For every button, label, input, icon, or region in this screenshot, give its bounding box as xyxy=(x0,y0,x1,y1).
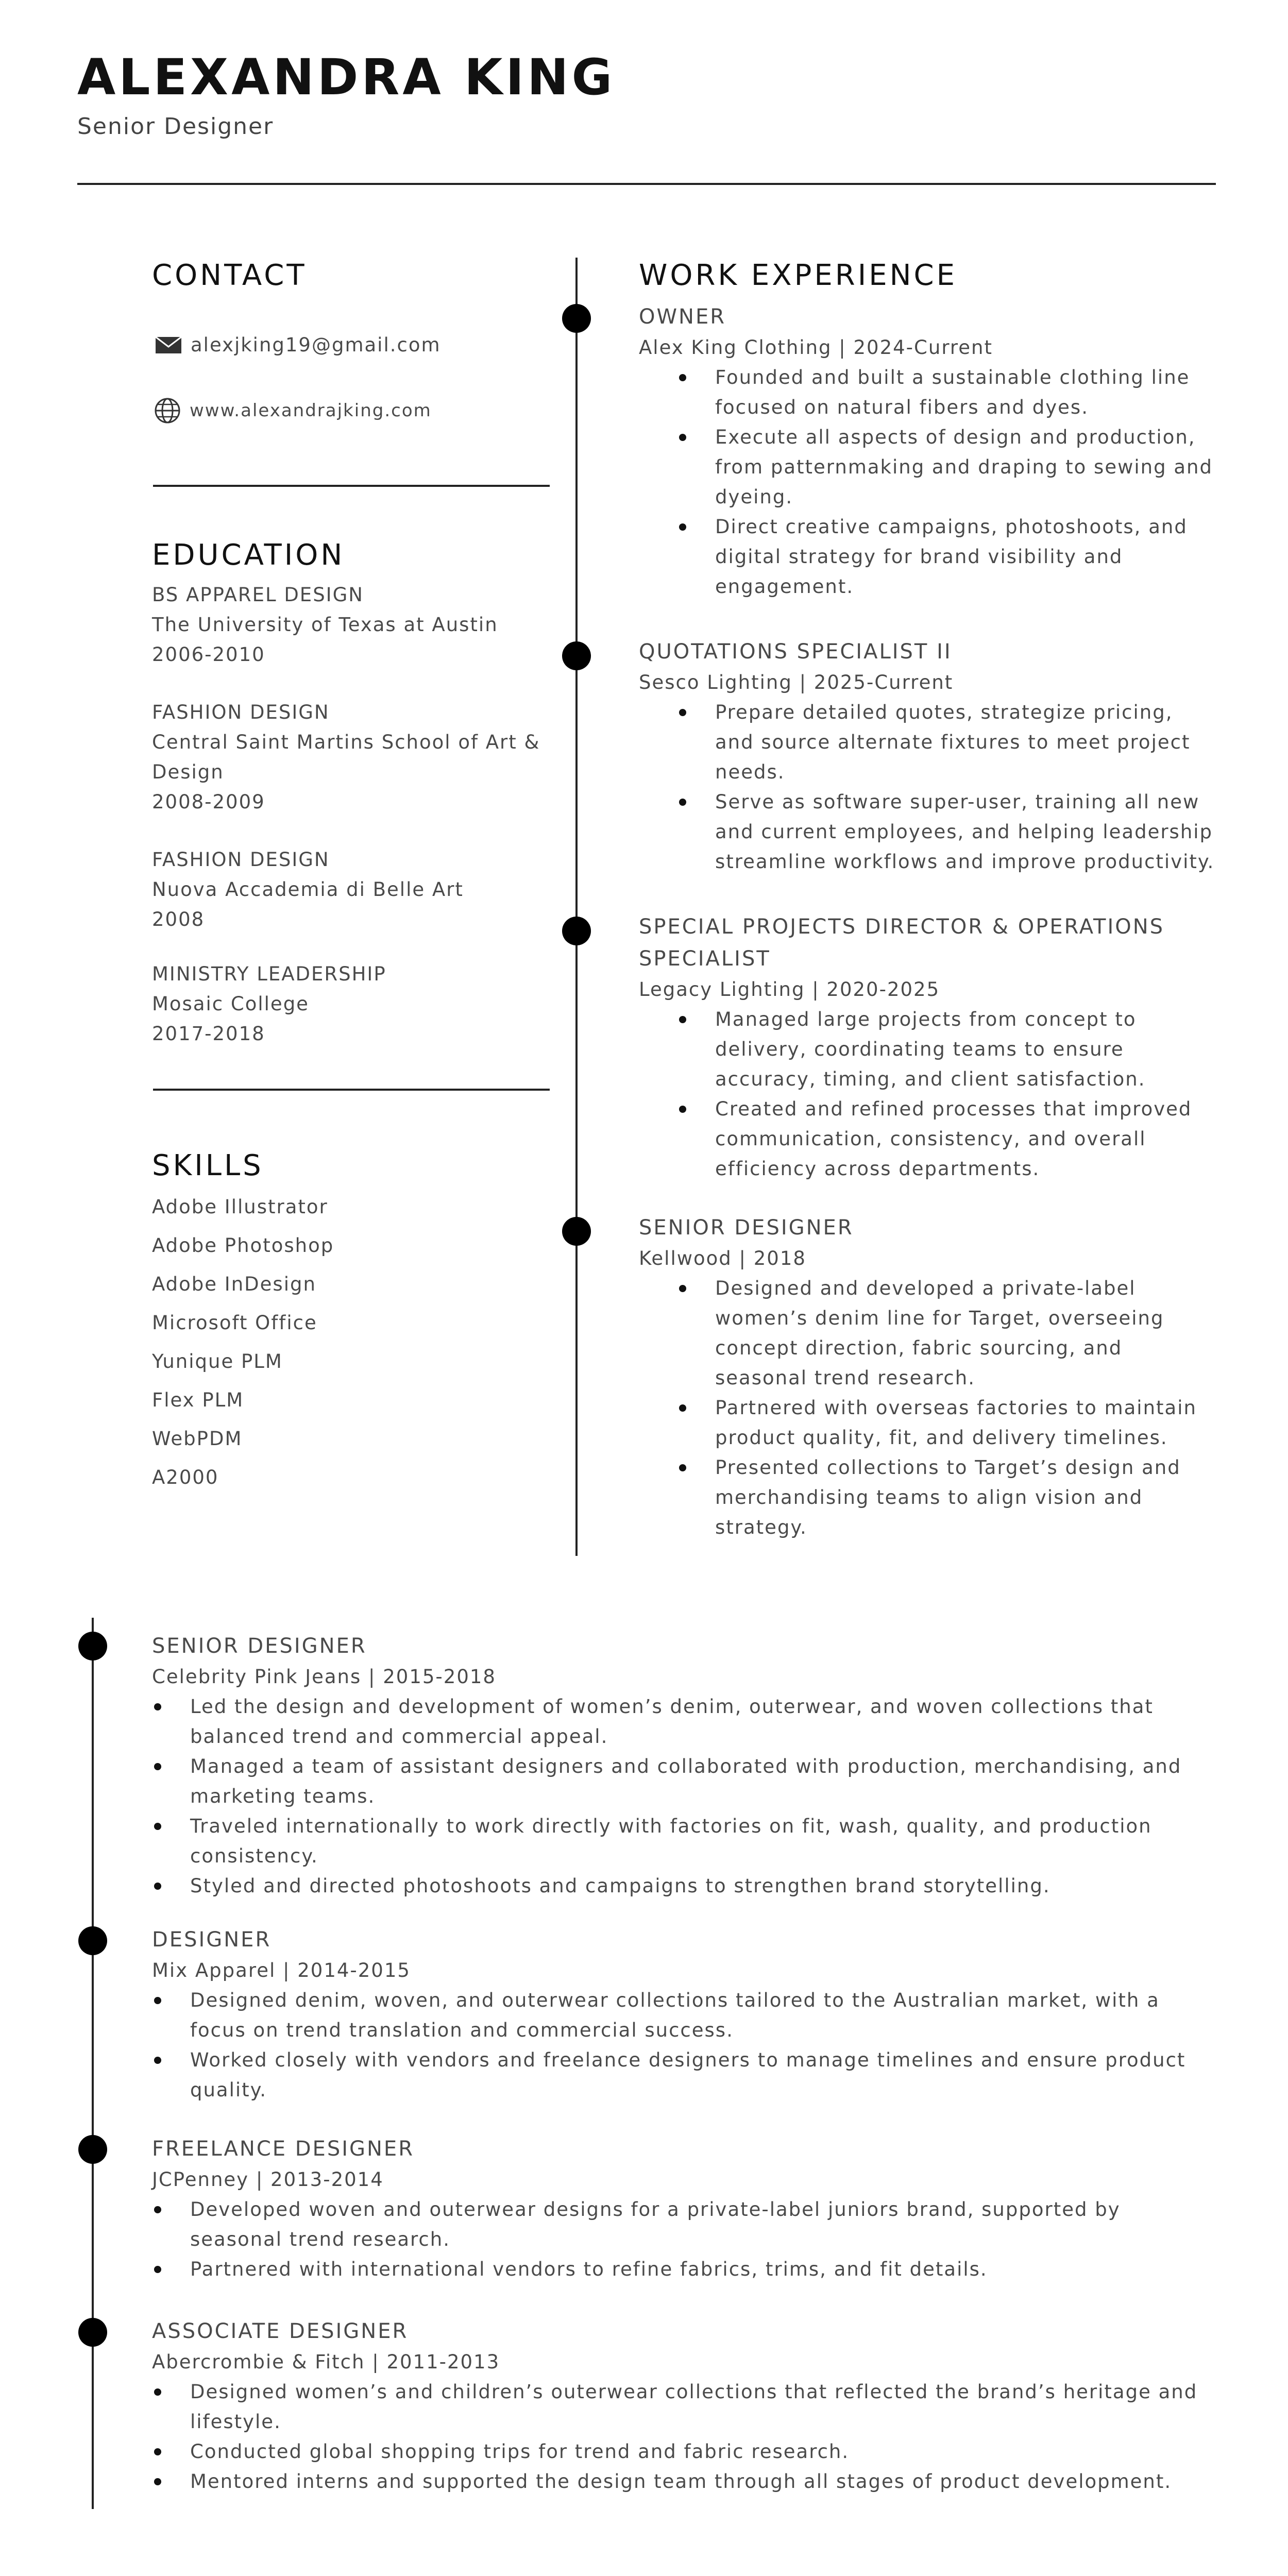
education-school: Nuova Accademia di Belle Art xyxy=(152,878,464,901)
job-entry-title: SENIOR DESIGNER xyxy=(639,1216,854,1240)
job-bullet: Conducted global shopping trips for trend and fabric research. xyxy=(152,2437,1218,2467)
job-bullets xyxy=(152,2377,1218,2497)
job-bullet: Direct creative campaigns, photoshoots, and digital strategy for brand visibility and engagement. xyxy=(639,512,1216,602)
job-entry-meta: Mix Apparel | 2014-2015 xyxy=(152,1959,411,1981)
job-entry-title: DESIGNER xyxy=(152,1928,272,1952)
job-bullet: Founded and built a sustainable clothing line focused on natural fibers and dyes. xyxy=(639,363,1216,422)
job-entry-title: OWNER xyxy=(639,305,726,329)
job-bullets xyxy=(152,1986,1218,2105)
timeline-dot xyxy=(562,641,591,670)
job-entry xyxy=(639,1212,1216,1543)
timeline-dot xyxy=(562,1217,591,1246)
education-years: 2008 xyxy=(152,908,205,930)
job-bullet: Created and refined processes that improved communication, consistency, and overall efficiency across departments. xyxy=(639,1094,1216,1184)
job-title-subtitle: Senior Designer xyxy=(77,113,274,140)
job-bullet: Led the design and development of women’s denim, outerwear, and woven collections that balanced trend and commercial appeal. xyxy=(152,1692,1218,1752)
skill-item: Microsoft Office xyxy=(152,1312,317,1334)
skill-item: A2000 xyxy=(152,1466,219,1488)
job-entry-meta: Alex King Clothing | 2024-Current xyxy=(639,336,993,359)
education-item xyxy=(152,959,559,1049)
job-entry-meta: Celebrity Pink Jeans | 2015-2018 xyxy=(152,1666,496,1688)
education-degree: FASHION DESIGN xyxy=(152,849,330,871)
job-entry xyxy=(152,1924,1218,2105)
job-entry xyxy=(152,1630,1218,1901)
education-degree: FASHION DESIGN xyxy=(152,701,330,723)
timeline-line xyxy=(575,258,578,1556)
education-degree: BS APPAREL DESIGN xyxy=(152,584,364,606)
job-bullet: Managed a team of assistant designers and collaborated with production, merchandising, and marketing teams. xyxy=(152,1752,1218,1811)
skill-item: Flex PLM xyxy=(152,1389,244,1411)
education-heading: EDUCATION xyxy=(152,538,345,572)
skill-item: Adobe Photoshop xyxy=(152,1234,334,1257)
work-experience-heading: WORK EXPERIENCE xyxy=(639,259,957,292)
contact-heading: CONTACT xyxy=(152,259,307,292)
website-text: www.alexandrajking.com xyxy=(190,400,432,421)
job-bullets xyxy=(639,1274,1216,1543)
job-entry-title: ASSOCIATE DESIGNER xyxy=(152,2319,409,2343)
job-bullet: Serve as software super-user, training all new and current employees, and helping leadership streamline workflows and improve productivity. xyxy=(639,787,1216,877)
timeline-dot xyxy=(78,1632,107,1660)
job-bullets xyxy=(152,1692,1218,1901)
skills-list xyxy=(152,1188,334,1497)
job-entry-meta: Legacy Lighting | 2020-2025 xyxy=(639,978,940,1001)
job-entry xyxy=(639,911,1216,1184)
timeline-dot xyxy=(562,917,591,945)
job-bullets xyxy=(152,2195,1218,2284)
job-entry-title: QUOTATIONS SPECIALIST II xyxy=(639,640,952,664)
education-degree: MINISTRY LEADERSHIP xyxy=(152,963,386,985)
skill-item: Adobe InDesign xyxy=(152,1273,316,1295)
job-entry-title: SPECIAL PROJECTS DIRECTOR & OPERATIONS SPECIALIST xyxy=(639,915,1165,971)
education-years: 2006-2010 xyxy=(152,643,265,666)
education-years: 2017-2018 xyxy=(152,1023,265,1045)
job-bullet: Partnered with overseas factories to maintain product quality, fit, and delivery timelines. xyxy=(639,1393,1216,1453)
job-bullet: Partnered with international vendors to refine fabrics, trims, and fit details. xyxy=(152,2255,1218,2284)
job-bullets xyxy=(639,1005,1216,1184)
skills-heading: SKILLS xyxy=(152,1149,264,1182)
job-entry xyxy=(152,2315,1218,2497)
job-bullets xyxy=(639,698,1216,877)
job-bullet: Traveled internationally to work directly with factories on fit, wash, quality, and production consistency. xyxy=(152,1811,1218,1871)
job-entry xyxy=(152,2133,1218,2284)
header-divider xyxy=(77,183,1216,185)
job-entry xyxy=(639,636,1216,877)
education-school: The University of Texas at Austin xyxy=(152,614,498,636)
timeline-dot xyxy=(78,2318,107,2347)
skill-item: WebPDM xyxy=(152,1428,243,1450)
skill-item: Yunique PLM xyxy=(152,1350,283,1372)
job-bullet: Styled and directed photoshoots and campaigns to strengthen brand storytelling. xyxy=(152,1871,1218,1901)
skill-item: Adobe Illustrator xyxy=(152,1196,328,1218)
job-bullet: Designed women’s and children’s outerwear collections that reflected the brand’s heritage and lifestyle. xyxy=(152,2377,1218,2437)
timeline-dot xyxy=(78,2135,107,2164)
job-entry-meta: JCPenney | 2013-2014 xyxy=(152,2168,384,2191)
timeline-dot xyxy=(78,1926,107,1955)
job-entry-meta: Abercrombie & Fitch | 2011-2013 xyxy=(152,2351,500,2373)
job-entry-title: SENIOR DESIGNER xyxy=(152,1634,367,1658)
email-text: alexjking19@gmail.com xyxy=(191,334,441,356)
contact-website[interactable] xyxy=(154,397,432,425)
education-item xyxy=(152,845,559,935)
candidate-name: ALEXANDRA KING xyxy=(77,48,616,106)
education-school: Central Saint Martins School of Art & Design xyxy=(152,731,540,783)
education-divider xyxy=(153,1089,550,1091)
globe-icon xyxy=(154,397,181,425)
job-bullet: Developed woven and outerwear designs for a private-label juniors brand, supported by seasonal trend research. xyxy=(152,2195,1218,2255)
job-bullet: Execute all aspects of design and production, from patternmaking and draping to sewing and dyeing. xyxy=(639,422,1216,512)
job-bullets xyxy=(639,363,1216,602)
contact-divider xyxy=(153,485,550,487)
job-entry-title: FREELANCE DESIGNER xyxy=(152,2137,414,2161)
education-item xyxy=(152,698,559,817)
job-bullet: Designed and developed a private-label women’s denim line for Target, overseeing concept direction, fabric sourcing, and seasonal trend research. xyxy=(639,1274,1216,1393)
job-entry xyxy=(639,301,1216,602)
timeline-line-lower xyxy=(92,1618,94,2509)
job-bullet: Worked closely with vendors and freelance designers to manage timelines and ensure product quality. xyxy=(152,2045,1218,2105)
job-bullet: Mentored interns and supported the design team through all stages of product development. xyxy=(152,2467,1218,2497)
job-entry-meta: Kellwood | 2018 xyxy=(639,1247,806,1269)
contact-email[interactable] xyxy=(155,334,441,356)
education-item xyxy=(152,580,559,670)
envelope-icon xyxy=(155,335,182,355)
education-school: Mosaic College xyxy=(152,993,309,1015)
timeline-dot xyxy=(562,304,591,333)
job-entry-meta: Sesco Lighting | 2025-Current xyxy=(639,671,954,693)
job-bullet: Presented collections to Target’s design and merchandising teams to align vision and strategy. xyxy=(639,1453,1216,1543)
education-years: 2008-2009 xyxy=(152,791,265,813)
job-bullet: Managed large projects from concept to delivery, coordinating teams to ensure accuracy, timing, and client satisfaction. xyxy=(639,1005,1216,1094)
job-bullet: Prepare detailed quotes, strategize pricing, and source alternate fixtures to meet project needs. xyxy=(639,698,1216,787)
job-bullet: Designed denim, woven, and outerwear collections tailored to the Australian market, with a focus on trend translation and commercial success. xyxy=(152,1986,1218,2045)
